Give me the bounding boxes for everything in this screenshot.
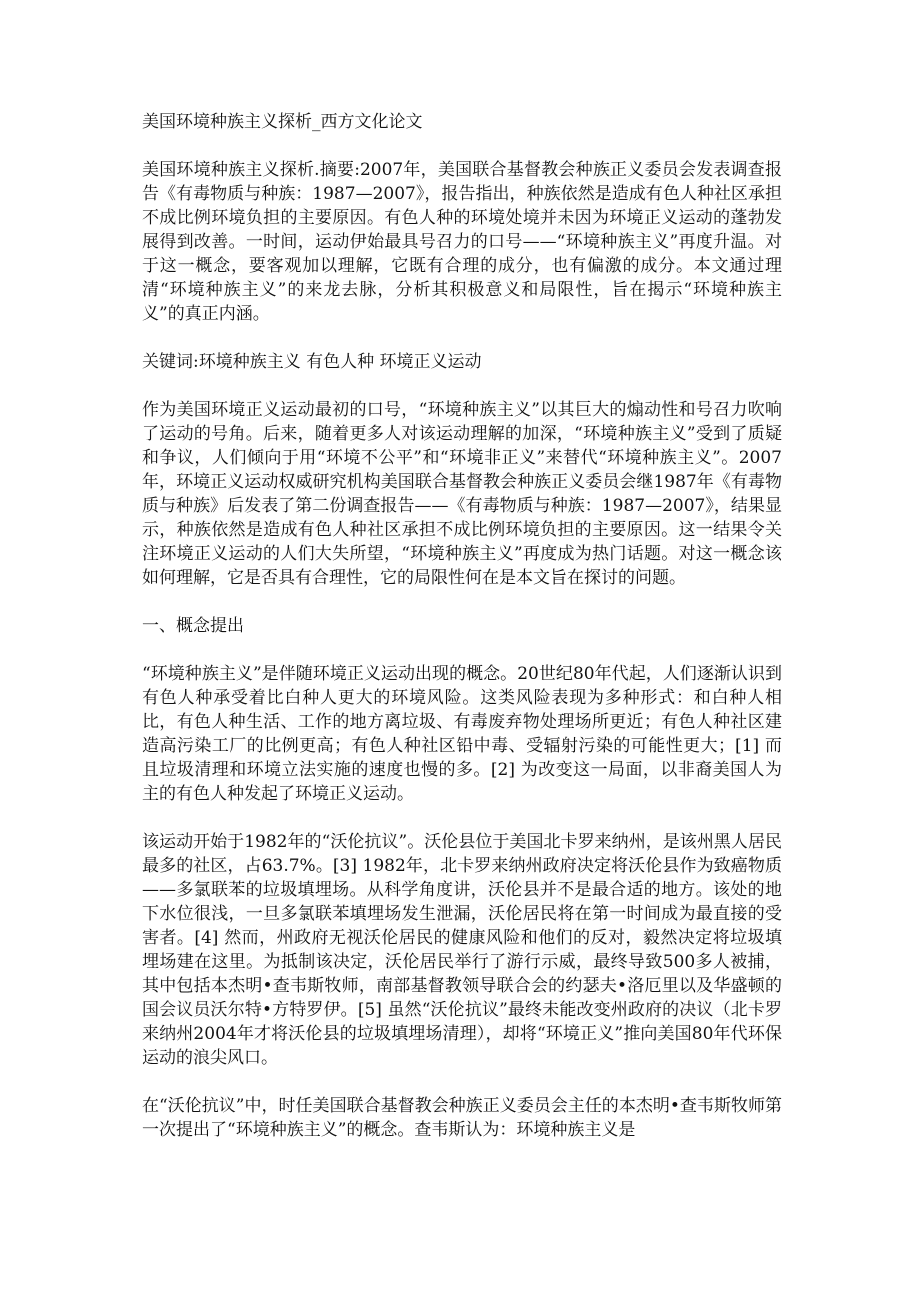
intro-paragraph: 作为美国环境正义运动最初的口号，“环境种族主义”以其巨大的煽动性和号召力吹响了运动的号角。后来，随着更多人对该运动理解的加深，“环境种族主义”受到了质疑和争议，人们倾向于用“环境不公平”和“环境非正义”来替代“环境种族主义”。2007年，环境正义运动权威研究机构美国联合基督教会种族正义委员会继1987年《有毒物质与种族》后发表了第二份调查报告——《有毒物质与种族：1987—2007》，结果显示，种族依然是造成有色人种社区承担不成比例环境负担的主要原因。这一结果令关注环境正义运动的人们大失所望，“环境种族主义”再度成为热门话题。对这一概念该如何理解，它是否具有合理性，它的局限性何在是本文旨在探讨的问题。 xyxy=(142,400,782,588)
document-title: 美国环境种族主义探析_西方文化论文 xyxy=(142,112,423,132)
section1-paragraph-2: 该运动开始于1982年的“沃伦抗议”。沃伦县位于美国北卡罗来纳州，是该州黑人居民最多的社区，占63.7%。[3] 1982年，北卡罗来纳州政府决定将沃伦县作为致癌物质——多氯联苯的垃圾填埋场。从科学角度讲，沃伦县并不是最合适的地方。该处的地下水位很浅，一旦多氯联苯填埋场发生泄漏，沃伦居民将在第一时间成为最直接的受害者。[4] 然而，州政府无视沃伦居民的健康风险和他们的反对，毅然决定将垃圾填埋场建在这里。为抵制该决定，沃伦居民举行了游行示威，最终导致500多人被捕，其中包括本杰明•查韦斯牧师，南部基督教领导联合会的约瑟夫•洛厄里以及华盛顿的国会议员沃尔特•方特罗伊。[5] 虽然“沃伦抗议”最终未能改变州政府的决议（北卡罗来纳州2004年才将沃伦县的垃圾填埋场清理），却将“环境正义”推向美国80年代环保运动的浪尖风口。 xyxy=(142,832,782,1068)
section1-paragraph-1: “环境种族主义”是伴随环境正义运动出现的概念。20世纪80年代起，人们逐渐认识到有色人种承受着比白种人更大的环境风险。这类风险表现为多种形式：和白种人相比，有色人种生活、工作的地方离垃圾、有毒废弃物处理场所更近；有色人种社区建造高污染工厂的比例更高；有色人种社区铅中毒、受辐射污染的可能性更大；[1] 而且垃圾清理和环境立法实施的速度也慢的多。[2] 为改变这一局面，以非裔美国人为主的有色人种发起了环境正义运动。 xyxy=(142,664,782,804)
document-page xyxy=(142,110,782,1166)
section1-paragraph-3: 在“沃伦抗议”中，时任美国联合基督教会种族正义委员会主任的本杰明•查韦斯牧师第一次提出了“环境种族主义”的概念。查韦斯认为：环境种族主义是 xyxy=(142,1096,782,1140)
section1-heading: 一、概念提出 xyxy=(142,616,244,636)
abstract-paragraph: 美国环境种族主义探析.摘要:2007年，美国联合基督教会种族正义委员会发表调查报告《有毒物质与种族：1987—2007》，报告指出，种族依然是造成有色人种社区承担不成比例环境负担的主要原因。有色人种的环境处境并未因为环境正义运动的蓬勃发展得到改善。一时间，运动伊始最具号召力的口号——“环境种族主义”再度升温。对于这一概念，要客观加以理解，它既有合理的成分，也有偏激的成分。本文通过理清“环境种族主义”的来龙去脉，分析其积极意义和局限性，旨在揭示“环境种族主义”的真正内涵。 xyxy=(142,160,782,324)
keywords-line: 关键词:环境种族主义 有色人种 环境正义运动 xyxy=(142,352,482,372)
